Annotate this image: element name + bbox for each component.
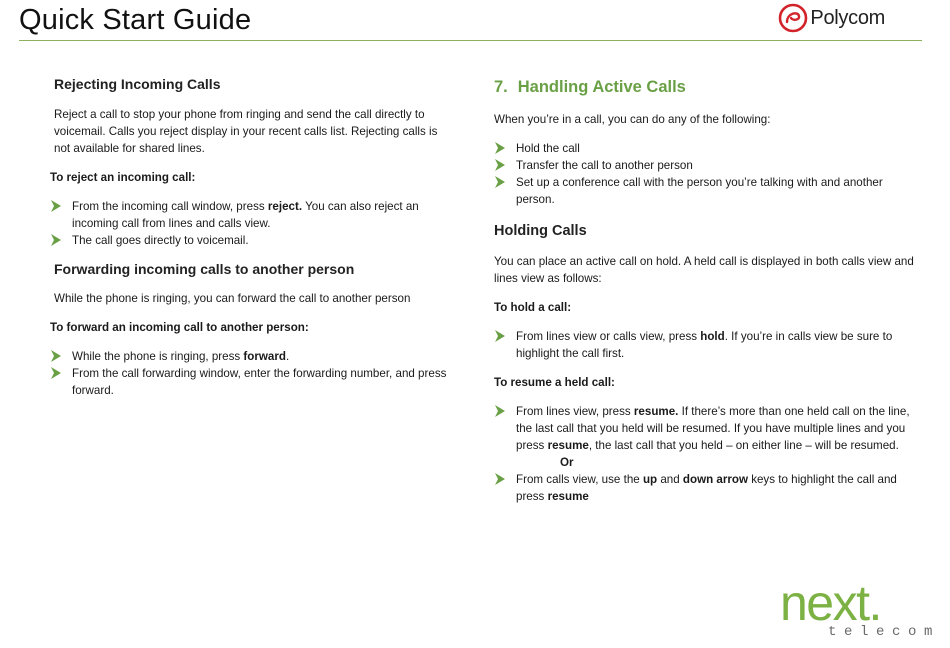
hold-steps-label: To hold a call: — [494, 301, 572, 314]
key-down-arrow: down arrow — [682, 473, 748, 486]
list-item-text: While the phone is ringing, press — [72, 350, 244, 363]
arrow-bullet-icon — [495, 405, 505, 417]
list-item — [50, 365, 450, 399]
or-separator: Or — [560, 456, 574, 469]
list-item — [494, 140, 924, 157]
list-item-text: Set up a conference call with the person you’re talking with and another person. — [516, 176, 883, 206]
page-title: Quick Start Guide — [19, 4, 252, 36]
key-reject: reject. — [267, 200, 303, 213]
telecom-wordmark: telecom — [828, 624, 941, 640]
list-item — [494, 174, 924, 208]
forwarding-heading: Forwarding incoming calls to another person — [54, 261, 355, 277]
key-forward: forward — [243, 350, 286, 363]
section-number: 7. — [494, 78, 508, 96]
list-item-text: Transfer the call to another person — [516, 159, 693, 172]
forward-steps-label: To forward an incoming call to another person: — [50, 321, 309, 334]
holding-intro: You can place an active call on hold. A held call is displayed in both calls view and lines view as follows: — [494, 255, 914, 285]
arrow-bullet-icon — [51, 350, 61, 362]
list-item — [494, 403, 924, 471]
arrow-bullet-icon — [51, 367, 61, 379]
list-item-text: Hold the call — [516, 142, 580, 155]
list-item-text: From calls view, use the — [516, 473, 643, 486]
active-call-options-list — [494, 140, 924, 208]
right-column — [494, 74, 924, 505]
rejecting-heading: Rejecting Incoming Calls — [54, 76, 221, 92]
arrow-bullet-icon — [495, 142, 505, 154]
list-item — [50, 198, 450, 232]
key-up: up — [642, 473, 658, 486]
holding-heading: Holding Calls — [494, 223, 587, 239]
list-item-text: keys to highlight the call and press — [516, 473, 897, 503]
list-item-text: You can also reject an incoming call from lines and calls view. — [72, 200, 419, 230]
key-resume: resume. — [633, 405, 679, 418]
list-item-text: From the incoming call window, press — [72, 200, 268, 213]
resume-steps-label: To resume a held call: — [494, 376, 615, 389]
page-header — [19, 0, 922, 41]
list-item-text: If there’s more than one held call on the line, the last call that you held will be resumed. If you have multiple lines and you press — [516, 405, 910, 452]
list-item — [50, 232, 450, 249]
polycom-swirl-icon — [778, 3, 808, 33]
list-item-text: The call goes directly to voicemail. — [72, 234, 249, 247]
list-item-text: From lines view, press — [516, 405, 634, 418]
forward-steps-list — [50, 348, 450, 399]
reject-steps-label: To reject an incoming call: — [50, 171, 196, 184]
list-item-text: . If you’re in calls view be sure to highlight the call first. — [516, 330, 893, 360]
left-column — [50, 74, 450, 399]
list-item-text: , the last call that you held – on either line – will be resumed. — [588, 439, 899, 452]
section-intro: When you’re in a call, you can do any of the following: — [494, 113, 771, 126]
list-item — [494, 328, 924, 362]
list-item — [494, 471, 924, 505]
arrow-bullet-icon — [495, 159, 505, 171]
arrow-bullet-icon — [51, 200, 61, 212]
section-title: Handling Active Calls — [517, 78, 686, 96]
arrow-bullet-icon — [51, 234, 61, 246]
polycom-logo — [778, 3, 885, 33]
resume-steps-list — [494, 403, 924, 505]
arrow-bullet-icon — [495, 330, 505, 342]
polycom-wordmark: Polycom — [810, 6, 885, 29]
key-hold: hold — [700, 330, 725, 343]
list-item-text: and — [657, 473, 683, 486]
forwarding-intro: While the phone is ringing, you can forward the call to another person — [54, 292, 411, 305]
list-item — [494, 157, 924, 174]
next-wordmark: next. — [780, 575, 881, 631]
list-item — [50, 348, 450, 365]
next-telecom-logo — [780, 575, 941, 640]
arrow-bullet-icon — [495, 473, 505, 485]
list-item-text: . — [285, 350, 290, 363]
list-item-text: From lines view or calls view, press — [516, 330, 701, 343]
rejecting-intro: Reject a call to stop your phone from ringing and send the call directly to voicemail. Calls you reject display in your recent calls list. Rejecting calls is not available for shared lines. — [54, 108, 438, 155]
arrow-bullet-icon — [495, 176, 505, 188]
key-resume: resume — [547, 490, 589, 503]
hold-steps-list — [494, 328, 924, 362]
list-item-text: From the call forwarding window, enter the forwarding number, and press forward. — [72, 367, 447, 397]
section-heading — [494, 74, 924, 100]
key-resume: resume — [547, 439, 589, 452]
reject-steps-list — [50, 198, 450, 249]
